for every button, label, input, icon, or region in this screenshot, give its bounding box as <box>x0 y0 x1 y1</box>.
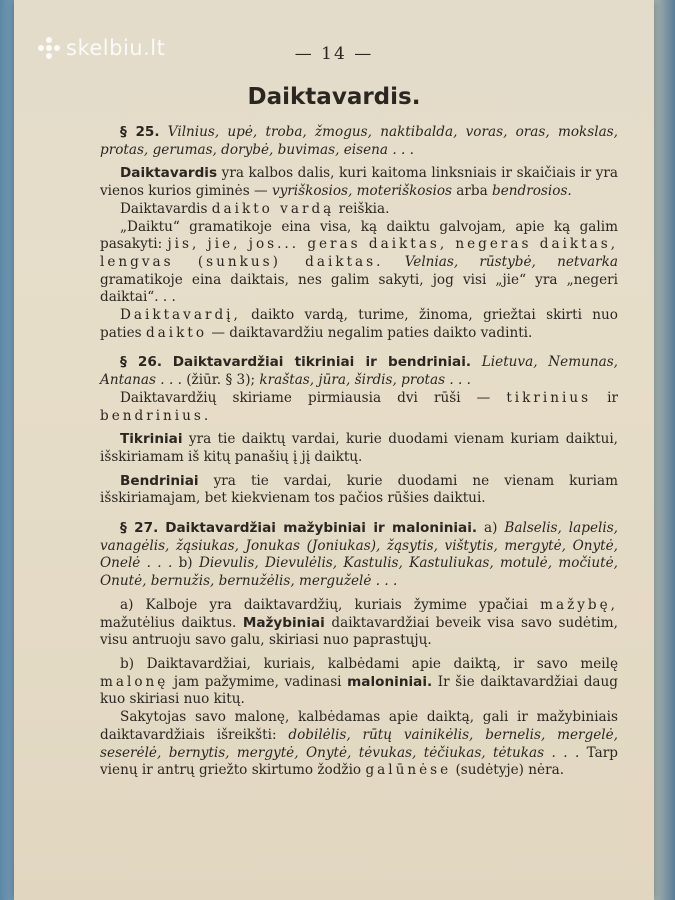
section-27-heading: § 27. Daiktavardžiai mažybiniai ir maloniniai. a) Balselis, lapelis, vanagėlis, žąsiukas, Jonukas (Joniukas), žąsytis, vištytis, mergytė, Onytė, Onelė . . . b) Dievulis, Dievulėlis, Kastulis, Kastuliukas, motulė, močiutė, Onutė, bernužis, bernužėlis, merguželė . . . <box>100 520 618 590</box>
section-25-daiktu: „Daiktu“ gramatikoje eina visa, ką daiktu galvojam, apie ką galim pasakyti: jis, jie, jos... geras daiktas, negeras daiktas, lengvas (sunkus) daiktas. Velnias, rūstybė, netvarka gramatikoje eina daiktais, nes galim sakyti, jog visi „jie“ yra „negeri daiktai“. . . <box>100 218 619 306</box>
section-27-sakytojas: Sakytojas savo malonę, kalbėdamas apie daiktą, gali ir mažybiniais daiktavardžiais išreikšti: dobilėlis, rūtų vainikėlis, bernelis, mergelė, seserėlė, bernytis, mergytė, Onytė, tėvukas, tėčiukas, tėtukas . . . Tarp vienų ir antrų griežto skirtumo žodžio galūnėse (sudėtyje) nėra. <box>100 709 618 779</box>
section-25-examples: § 25. Vilnius, upė, troba, žmogus, naktibalda, voras, oras, mokslas, protas, gerumas, dorybė, buvimas, eisena . . . <box>100 124 618 158</box>
page-title: Daiktavardis. <box>247 84 421 110</box>
section-27-maloniniai: b) Daiktavardžiai, kuriais, kalbėdami apie daiktą, ir savo meilę malonę jam pažymime, vadinasi maloniniai. Ir šie daiktavardžiai daug kuo skiriasi nuo kitų. <box>100 655 618 708</box>
book-page <box>14 0 654 900</box>
section-26-heading: § 26. Daiktavardžiai tikriniai ir bendriniai. Lietuva, Nemunas, Antanas . . . (žiūr. § 3); kraštas, jūra, širdis, protas . . . <box>100 354 618 389</box>
section-26-bendriniai: Bendriniai yra tie vardai, kurie duodami ne vienam kuriam išskiriamajam, bet kiekvienam tos pačios rūšies daiktui. <box>100 472 618 507</box>
watermark-text: skelbiu.lt <box>66 36 166 60</box>
page-body <box>100 124 618 780</box>
section-26-tikriniai: Tikriniai yra tie daiktų vardai, kurie duodami vienam kuriam daiktui, išskiriamam iš kitų panašių į jį daiktų. <box>100 431 618 465</box>
page-number: — 14 — <box>294 44 374 64</box>
section-25-definition: Daiktavardis yra kalbos dalis, kuri kaitoma linksniais ir skaičiais ir yra vienos kurios giminės — vyriškosios, moteriškosios arba bendrosios. <box>100 165 618 200</box>
section-27-mazybiniai: a) Kalboje yra daiktavardžių, kuriais žymime ypačiai mažybę, mažutėlius daiktus. Mažybiniai daiktavardžiai beveik visa savo sudėtim, visu antruoju savo galu, skiriasi nuo paprastųjų. <box>100 596 618 649</box>
section-26-kinds: Daiktavardžių skiriame pirmiausia dvi rūši — tikrinius ir bendrinius. <box>100 389 619 424</box>
section-25-meaning: Daiktavardis daikto vardą reiškia. <box>120 200 390 217</box>
section-25-distinction: Daiktavardį, daikto vardą, turime, žinoma, griežtai skirti nuo paties daikto — daiktavardžiu negalim paties daikto vadinti. <box>100 307 618 341</box>
